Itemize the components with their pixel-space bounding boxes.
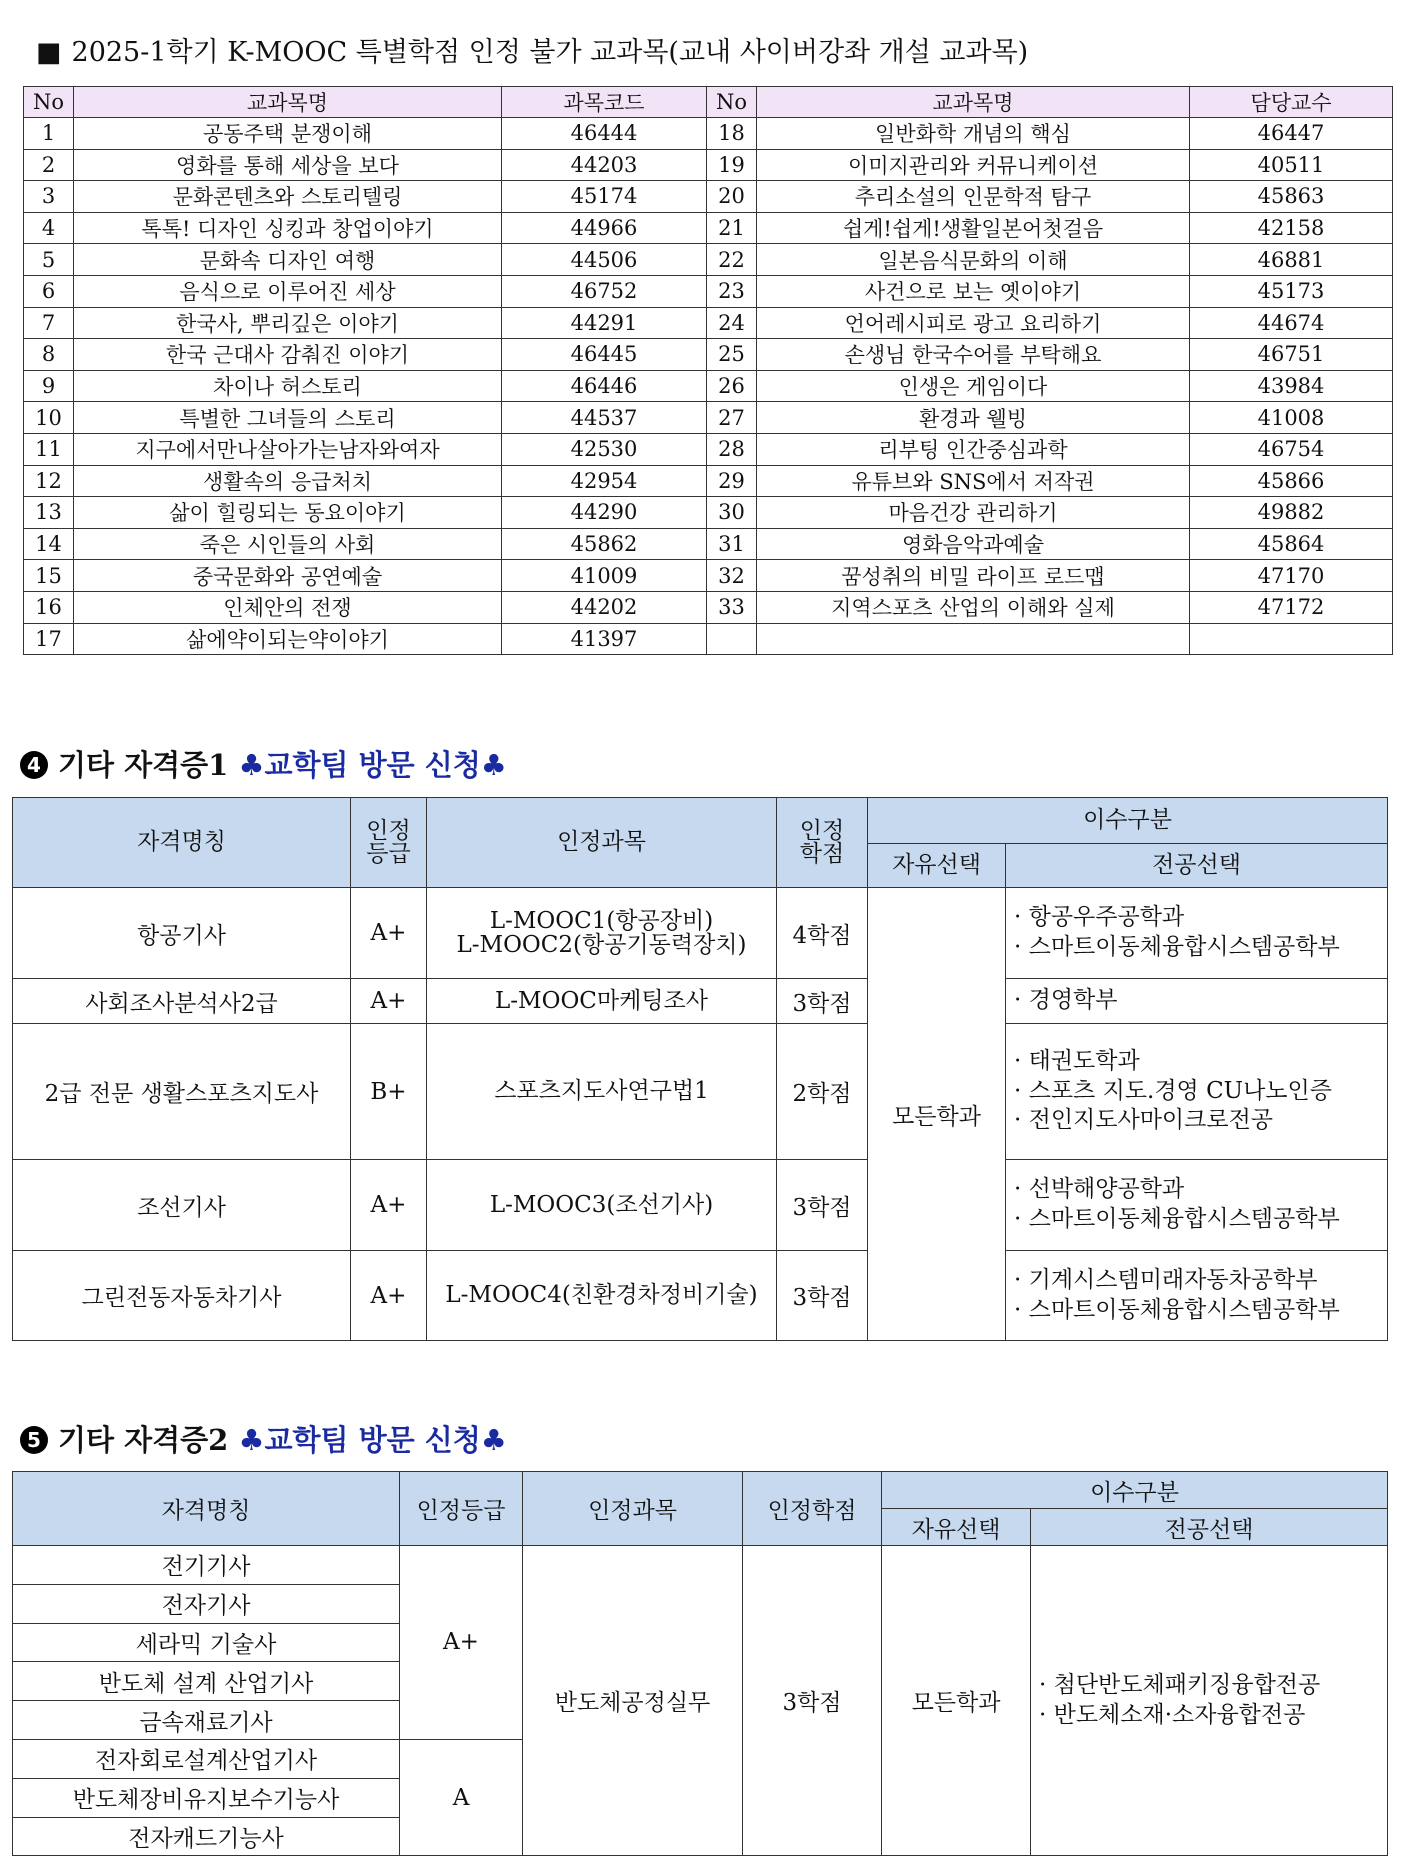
cell-right-no: 28 (707, 433, 757, 465)
cell-left-course-code: 44203 (502, 149, 707, 181)
major-item (1014, 1106, 1387, 1136)
cell-right-professor: 41008 (1190, 402, 1393, 434)
cell-left-no: 2 (24, 149, 74, 181)
free-elective-value: 모든학과 (882, 1546, 1031, 1856)
table-header-row (13, 1472, 1388, 1509)
cell-left-no: 4 (24, 212, 74, 244)
cell-left-course-name: 죽은 시인들의 사회 (74, 528, 502, 560)
cert-name: 반도체장비유지보수기능사 (13, 1778, 400, 1817)
cert-name: 항공기사 (13, 888, 351, 979)
cell-left-course-name: 한국사, 뿌리깊은 이야기 (74, 307, 502, 339)
cell-left-no: 8 (24, 339, 74, 371)
section1-title (36, 30, 1028, 69)
cell-right-professor: 47170 (1190, 560, 1393, 592)
cell-right-no: 22 (707, 244, 757, 276)
table-row (24, 244, 1393, 276)
cell-right-professor: 45864 (1190, 528, 1393, 560)
section1-title-text: 2025-1학기 K-MOOC 특별학점 인정 불가 교과목(교내 사이버강좌 개설 교과목) (71, 37, 1029, 68)
certificate2-table (12, 1471, 1388, 1856)
cell-left-course-name: 음식으로 이루어진 세상 (74, 275, 502, 307)
cell-right-professor: 46754 (1190, 433, 1393, 465)
table-row (24, 623, 1393, 655)
cell-right-professor: 40511 (1190, 149, 1393, 181)
cell-left-course-name: 인체안의 전쟁 (74, 591, 502, 623)
cert-grade: A (400, 1739, 523, 1855)
cell-left-no: 5 (24, 244, 74, 276)
cert-name: 반도체 설계 산업기사 (13, 1662, 400, 1701)
header-credit (777, 798, 868, 888)
cell-right-no: 29 (707, 465, 757, 497)
course-line: L-MOOC3(조선기사) (489, 1191, 714, 1218)
header-cert-name: 자격명칭 (13, 1472, 400, 1546)
cert-credit: 4학점 (777, 888, 868, 979)
section5-subtitle-wrap (238, 1423, 506, 1457)
cell-right-professor: 45866 (1190, 465, 1393, 497)
cell-right-no: 25 (707, 339, 757, 371)
cell-right-course-name: 언어레시피로 광고 요리하기 (757, 307, 1190, 339)
major-item (1014, 1266, 1387, 1296)
number-4-icon: 4 (20, 751, 48, 779)
major-item (1014, 1175, 1387, 1205)
major-item (1014, 933, 1387, 963)
cell-right-course-name: 일반화학 개념의 핵심 (757, 118, 1190, 150)
major-name: 항공우주공학과 (1028, 904, 1185, 931)
club-icon: ♣ (238, 1423, 265, 1457)
cell-right-professor: 46751 (1190, 339, 1393, 371)
course-line: L-MOOC1(항공장비) (489, 907, 714, 934)
cell-left-course-code: 45862 (502, 528, 707, 560)
cert-course: 반도체공정실무 (523, 1546, 743, 1856)
table-header-row (13, 798, 1388, 844)
cell-right-no: 23 (707, 275, 757, 307)
cell-right-course-name: 인생은 게임이다 (757, 370, 1190, 402)
major-name: 첨단반도체패키징융합전공 (1053, 1671, 1321, 1698)
table-row (24, 402, 1393, 434)
major-name: 기계시스템미래자동차공학부 (1028, 1266, 1318, 1293)
cell-left-course-code: 44202 (502, 591, 707, 623)
bullet-dot-icon: · (1014, 1266, 1029, 1293)
header-track: 이수구분 (882, 1472, 1388, 1509)
cell-right-no: 26 (707, 370, 757, 402)
cell-right-no: 18 (707, 118, 757, 150)
cell-left-course-name: 삶이 힐링되는 동요이야기 (74, 497, 502, 529)
cell-right-no: 24 (707, 307, 757, 339)
cell-left-course-code: 46444 (502, 118, 707, 150)
cell-left-no: 16 (24, 591, 74, 623)
cell-left-course-name: 공동주택 분쟁이해 (74, 118, 502, 150)
cert-credit: 3학점 (743, 1546, 882, 1856)
header-course-code: 과목코드 (502, 87, 707, 118)
cell-left-no: 17 (24, 623, 74, 655)
bullet-dot-icon: · (1014, 934, 1029, 960)
cell-left-course-name: 영화를 통해 세상을 보다 (74, 149, 502, 181)
cell-left-course-name: 문화콘텐츠와 스토리텔링 (74, 181, 502, 213)
cell-right-course-name: 마음건강 관리하기 (757, 497, 1190, 529)
club-icon: ♣ (238, 748, 265, 782)
cell-right-course-name: 사건으로 보는 옛이야기 (757, 275, 1190, 307)
table-row (24, 370, 1393, 402)
cell-left-course-code: 44291 (502, 307, 707, 339)
cell-left-course-name: 한국 근대사 감춰진 이야기 (74, 339, 502, 371)
bullet-dot-icon: · (1014, 1107, 1029, 1134)
major-name: 스마트이동체융합시스템공학부 (1028, 1296, 1340, 1323)
major-list (1006, 1024, 1388, 1160)
cell-right-professor: 46881 (1190, 244, 1393, 276)
bullet-dot-icon: · (1014, 904, 1029, 931)
table-row (13, 888, 1388, 979)
cell-left-course-code: 41397 (502, 623, 707, 655)
header-credit: 인정학점 (743, 1472, 882, 1546)
cell-left-no: 6 (24, 275, 74, 307)
header-no-right: No (707, 87, 757, 118)
cell-left-course-code: 41009 (502, 560, 707, 592)
major-list (1006, 979, 1388, 1024)
header-course-name-left: 교과목명 (74, 87, 502, 118)
cell-left-no: 14 (24, 528, 74, 560)
cert-credit: 3학점 (777, 1251, 868, 1341)
square-bullet-icon: ■ (36, 37, 62, 68)
cell-left-course-name: 톡톡! 디자인 싱킹과 창업이야기 (74, 212, 502, 244)
section5-heading (20, 1418, 507, 1459)
table-row (13, 1546, 1388, 1585)
header-course-name-right: 교과목명 (757, 87, 1190, 118)
cell-left-course-code: 46752 (502, 275, 707, 307)
cell-left-course-code: 45174 (502, 181, 707, 213)
major-item (1014, 1047, 1387, 1077)
table-row (13, 1251, 1388, 1341)
cell-right-course-name: 꿈성취의 비밀 라이프 로드맵 (757, 560, 1190, 592)
section5-subtitle: 교학팀 방문 신청 (264, 1423, 481, 1457)
course-line: 스포츠지도사연구법1 (494, 1078, 709, 1105)
cert-grade: A+ (400, 1546, 523, 1740)
major-name: 경영학부 (1028, 987, 1118, 1014)
cell-left-course-code: 44537 (502, 402, 707, 434)
major-item (1014, 903, 1387, 933)
major-name: 전인지도사마이크로전공 (1028, 1107, 1274, 1134)
header-no-left: No (24, 87, 74, 118)
cert-grade: B+ (351, 1024, 427, 1160)
table-row (24, 118, 1393, 150)
cell-right-course-name: 일본음식문화의 이해 (757, 244, 1190, 276)
cell-right-no (707, 623, 757, 655)
header-major-elective: 전공선택 (1006, 844, 1388, 888)
major-name: 태권도학과 (1028, 1047, 1140, 1074)
cell-left-course-code: 44290 (502, 497, 707, 529)
header-course: 인정과목 (523, 1472, 743, 1546)
bullet-dot-icon: · (1014, 1296, 1029, 1323)
bullet-dot-icon: · (1014, 1206, 1029, 1232)
cell-right-professor: 49882 (1190, 497, 1393, 529)
cell-right-no: 30 (707, 497, 757, 529)
major-list (1006, 1251, 1388, 1341)
club-icon: ♣ (480, 748, 507, 782)
club-icon: ♣ (480, 1423, 507, 1457)
section4-heading (20, 743, 507, 784)
cert-name: 사회조사분석사2급 (13, 979, 351, 1024)
cell-right-course-name: 지역스포츠 산업의 이해와 실제 (757, 591, 1190, 623)
cell-left-course-code: 42530 (502, 433, 707, 465)
table-row (13, 1024, 1388, 1160)
cell-left-course-name: 생활속의 응급처치 (74, 465, 502, 497)
major-list (1006, 1160, 1388, 1251)
bullet-dot-icon: · (1039, 1671, 1054, 1698)
cell-left-no: 13 (24, 497, 74, 529)
header-credit-text: 인정학점 (799, 817, 845, 867)
course-line: L-MOOC마케팅조사 (495, 987, 708, 1014)
section5-title: 기타 자격증2 (58, 1423, 229, 1457)
cell-right-no: 19 (707, 149, 757, 181)
cell-right-professor: 44674 (1190, 307, 1393, 339)
cell-left-course-name: 지구에서만나살아가는남자와여자 (74, 433, 502, 465)
table-row (24, 560, 1393, 592)
cert-grade: A+ (351, 1160, 427, 1251)
major-item (1014, 1077, 1387, 1107)
bullet-dot-icon: · (1014, 1176, 1029, 1203)
cell-right-no: 21 (707, 212, 757, 244)
cell-right-professor: 45863 (1190, 181, 1393, 213)
cert-course (427, 1251, 777, 1341)
cert-name: 조선기사 (13, 1160, 351, 1251)
major-item (1014, 1205, 1387, 1235)
section4-subtitle-wrap (238, 748, 506, 782)
table-row (13, 1160, 1388, 1251)
cert-course (427, 979, 777, 1024)
cert-grade: A+ (351, 979, 427, 1024)
header-major-elective: 전공선택 (1031, 1509, 1388, 1546)
major-item (1014, 986, 1387, 1016)
cert-course (427, 888, 777, 979)
cell-left-no: 11 (24, 433, 74, 465)
free-elective-value: 모든학과 (868, 888, 1006, 1341)
cell-right-no: 27 (707, 402, 757, 434)
cell-right-course-name: 영화음악과예술 (757, 528, 1190, 560)
cell-right-no: 20 (707, 181, 757, 213)
cert-name: 세라믹 기술사 (13, 1623, 400, 1662)
cell-left-course-name: 차이나 허스토리 (74, 370, 502, 402)
table-row (24, 307, 1393, 339)
cert-name: 전기기사 (13, 1546, 400, 1585)
cert-grade: A+ (351, 888, 427, 979)
table-row (24, 591, 1393, 623)
cell-left-no: 7 (24, 307, 74, 339)
cell-left-no: 10 (24, 402, 74, 434)
table-row (24, 528, 1393, 560)
cert-credit: 3학점 (777, 1160, 868, 1251)
cell-left-no: 9 (24, 370, 74, 402)
header-free-elective: 자유선택 (882, 1509, 1031, 1546)
major-name: 선박해양공학과 (1028, 1176, 1185, 1203)
cell-right-professor: 42158 (1190, 212, 1393, 244)
number-5-icon: 5 (20, 1426, 48, 1454)
major-item (1039, 1701, 1387, 1731)
cell-left-no: 1 (24, 118, 74, 150)
cell-right-professor: 47172 (1190, 591, 1393, 623)
major-name: 스마트이동체융합시스템공학부 (1028, 934, 1340, 960)
cert-name: 금속재료기사 (13, 1701, 400, 1740)
cert-name: 전자회로설계산업기사 (13, 1739, 400, 1778)
cell-right-no: 32 (707, 560, 757, 592)
header-grade-text: 인정등급 (366, 817, 411, 867)
non-recognized-courses-table (23, 86, 1393, 655)
major-list (1031, 1546, 1388, 1856)
cell-right-course-name: 리부팅 인간중심과학 (757, 433, 1190, 465)
cell-left-course-code: 46446 (502, 370, 707, 402)
cell-right-course-name (757, 623, 1190, 655)
cell-right-professor: 46447 (1190, 118, 1393, 150)
cert-name: 2급 전문 생활스포츠지도사 (13, 1024, 351, 1160)
table-row (13, 979, 1388, 1024)
table-row (24, 339, 1393, 371)
major-list (1006, 888, 1388, 979)
table-row (24, 181, 1393, 213)
cell-left-course-name: 삶에약이되는약이야기 (74, 623, 502, 655)
header-course: 인정과목 (427, 798, 777, 888)
major-name: 스포츠 지도.경영 CU나노인증 (1028, 1077, 1332, 1104)
major-item (1014, 1296, 1387, 1326)
header-grade: 인정등급 (400, 1472, 523, 1546)
bullet-dot-icon: · (1039, 1701, 1054, 1728)
cell-right-no: 33 (707, 591, 757, 623)
table-row (24, 275, 1393, 307)
cell-left-course-name: 중국문화와 공연예술 (74, 560, 502, 592)
cert-credit: 2학점 (777, 1024, 868, 1160)
cell-left-course-name: 특별한 그녀들의 스토리 (74, 402, 502, 434)
cert-course (427, 1024, 777, 1160)
cell-right-professor: 43984 (1190, 370, 1393, 402)
cell-right-course-name: 쉽게!쉽게!생활일본어첫걸음 (757, 212, 1190, 244)
header-track: 이수구분 (868, 798, 1388, 844)
cell-right-professor (1190, 623, 1393, 655)
cert-grade: A+ (351, 1251, 427, 1341)
cell-left-course-name: 문화속 디자인 여행 (74, 244, 502, 276)
cell-right-course-name: 이미지관리와 커뮤니케이션 (757, 149, 1190, 181)
cell-left-no: 15 (24, 560, 74, 592)
cell-right-course-name: 환경과 웰빙 (757, 402, 1190, 434)
table-row (24, 433, 1393, 465)
course-line: L-MOOC4(친환경차정비기술) (445, 1282, 758, 1309)
cert-name: 그린전동자동차기사 (13, 1251, 351, 1341)
cell-right-no: 31 (707, 528, 757, 560)
cert-name: 전자캐드기능사 (13, 1817, 400, 1856)
major-item (1039, 1671, 1387, 1701)
table-row (24, 212, 1393, 244)
section4-title: 기타 자격증1 (58, 748, 229, 782)
cell-right-course-name: 손생님 한국수어를 부탁해요 (757, 339, 1190, 371)
bullet-dot-icon: · (1014, 987, 1029, 1014)
cell-left-no: 3 (24, 181, 74, 213)
course-line: L-MOOC2(항공기동력장치) (456, 932, 747, 958)
cell-left-course-code: 44506 (502, 244, 707, 276)
bullet-dot-icon: · (1014, 1047, 1029, 1074)
cert-course (427, 1160, 777, 1251)
cell-left-course-code: 46445 (502, 339, 707, 371)
cert-credit: 3학점 (777, 979, 868, 1024)
table-header-row (24, 87, 1393, 118)
section4-subtitle: 교학팀 방문 신청 (264, 748, 481, 782)
cell-left-no: 12 (24, 465, 74, 497)
major-name: 반도체소재·소자융합전공 (1053, 1701, 1306, 1728)
header-grade (351, 798, 427, 888)
header-cert-name: 자격명칭 (13, 798, 351, 888)
major-name: 스마트이동체융합시스템공학부 (1028, 1206, 1340, 1232)
certificate1-table (12, 797, 1388, 1341)
cell-left-course-code: 44966 (502, 212, 707, 244)
cert-name: 전자기사 (13, 1584, 400, 1623)
table-row (24, 497, 1393, 529)
cell-right-professor: 45173 (1190, 275, 1393, 307)
cell-right-course-name: 유튜브와 SNS에서 저작권 (757, 465, 1190, 497)
cell-right-course-name: 추리소설의 인문학적 탐구 (757, 181, 1190, 213)
bullet-dot-icon: · (1014, 1077, 1029, 1104)
table-row (24, 465, 1393, 497)
cell-left-course-code: 42954 (502, 465, 707, 497)
header-professor: 담당교수 (1190, 87, 1393, 118)
header-free-elective: 자유선택 (868, 844, 1006, 888)
table-row (24, 149, 1393, 181)
